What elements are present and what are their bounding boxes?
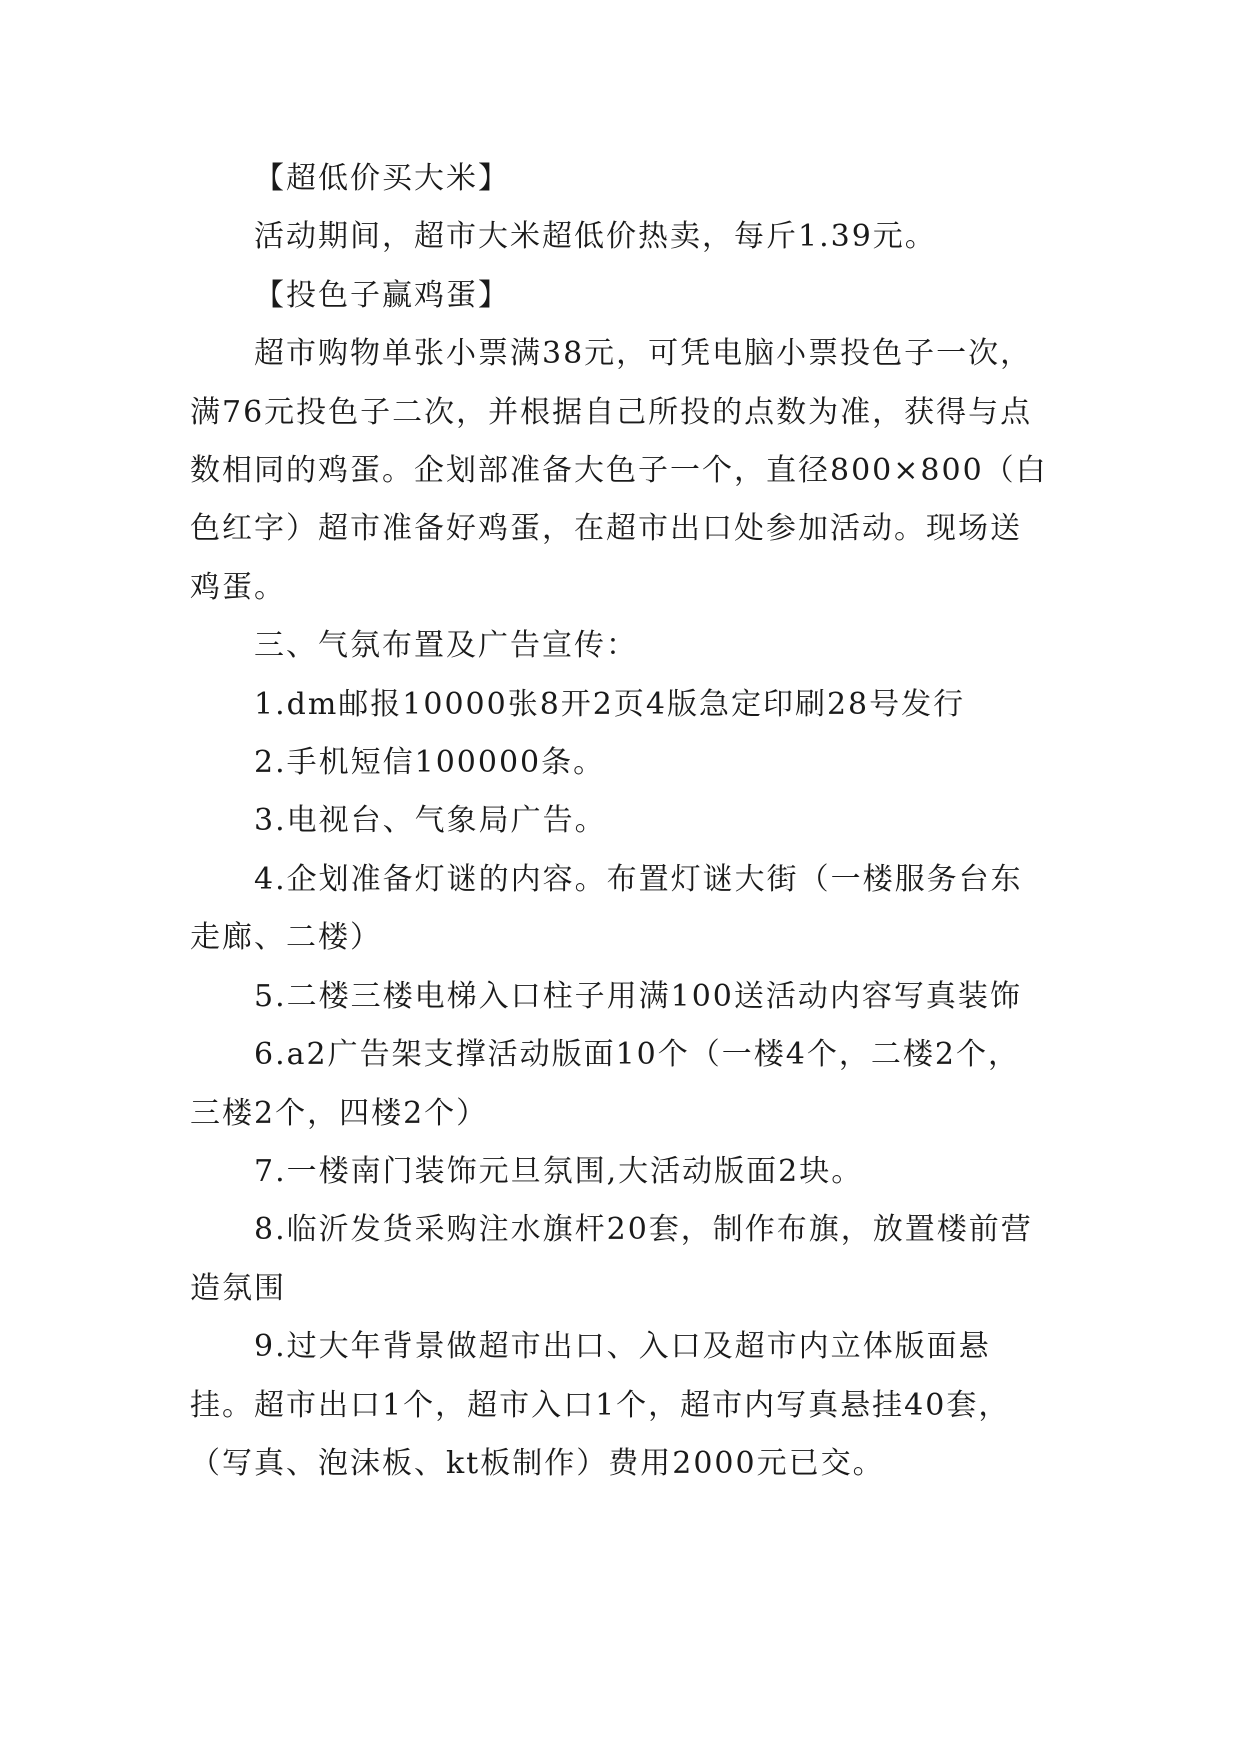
list-item-5: 5.二楼三楼电梯入口柱子用满100送活动内容写真装饰 — [254, 978, 1022, 1014]
paragraph-rice-price: 活动期间，超市大米超低价热卖，每斤1.39元。 — [254, 219, 937, 255]
section-heading-rice: 【超低价买大米】 — [254, 161, 510, 196]
list-item-8: 8.临沂发货采购注水旗杆20套，制作布旗，放置楼前营造氛围 — [190, 1212, 1033, 1306]
document-body — [190, 150, 1050, 1493]
list-item-6: 6.a2广告架支撑活动版面10个（一楼4个，二楼2个，三楼2个，四楼2个） — [190, 1037, 1020, 1131]
section-heading-dice-eggs: 【投色子赢鸡蛋】 — [254, 277, 510, 313]
list-item-1: 1.dm邮报10000张8开2页4版急定印刷28号发行 — [254, 686, 966, 722]
list-item-2: 2.手机短信100000条。 — [254, 745, 606, 781]
list-item-3: 3.电视台、气象局广告。 — [254, 803, 607, 839]
section-heading-atmosphere-ads: 三、气氛布置及广告宣传： — [254, 628, 638, 664]
list-item-9: 9.过大年背景做超市出口、入口及超市内立体版面悬挂。超市出口1个，超市入口1个，超市内写真悬挂40套，（写真、泡沫板、kt板制作）费用2000元已交。 — [190, 1329, 1011, 1481]
paragraph-dice-rules: 超市购物单张小票满38元，可凭电脑小票投色子一次，满76元投色子二次，并根据自己所投的点数为准，获得与点数相同的鸡蛋。企划部准备大色子一个，直径800×800（白色红字）超市准备好鸡蛋，在超市出口处参加活动。现场送鸡蛋。 — [190, 336, 1048, 605]
list-item-7: 7.一楼南门装饰元旦氛围,大活动版面2块。 — [254, 1153, 864, 1189]
list-item-4: 4.企划准备灯谜的内容。布置灯谜大街（一楼服务台东走廊、二楼） — [190, 861, 1023, 956]
